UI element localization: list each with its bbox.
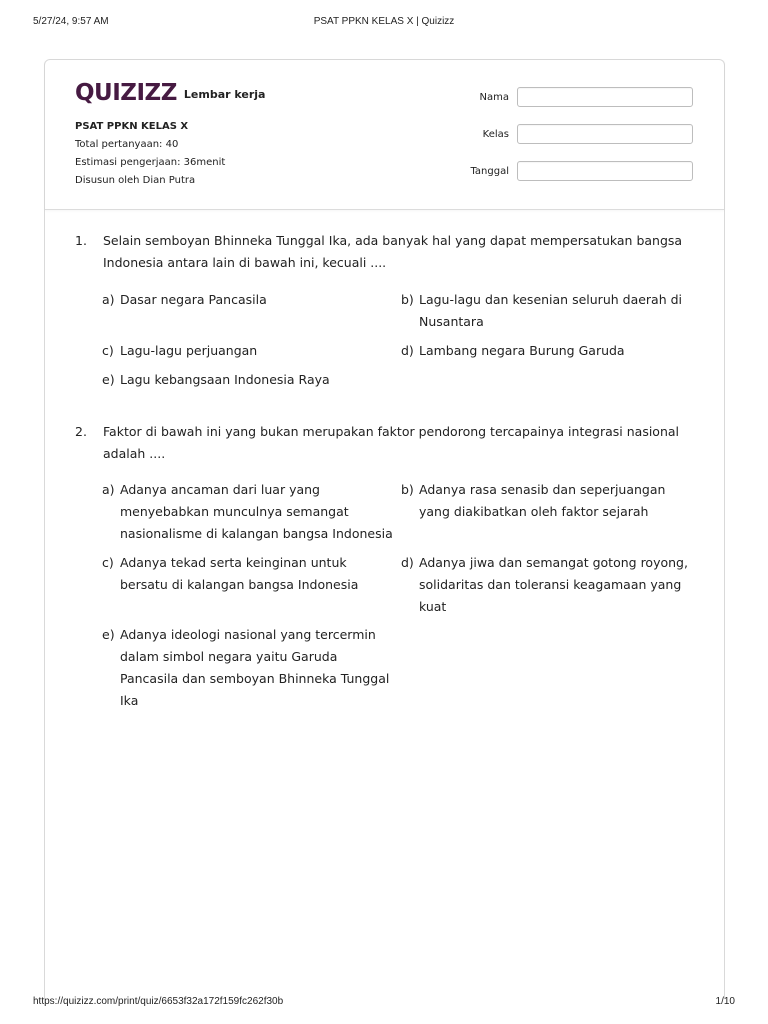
option-text: Adanya rasa senasib dan seperjuangan yang diakibatkan oleh faktor sejarah <box>419 482 666 519</box>
option-label: a) <box>102 482 115 497</box>
option-text: Adanya tekad serta keinginan untuk bersatu di kalangan bangsa Indonesia <box>120 555 359 592</box>
print-footer <box>0 996 768 1010</box>
print-datetime: 5/27/24, 9:57 AM <box>33 16 109 27</box>
date-label: Tanggal <box>470 165 509 177</box>
option-text: Lagu-lagu dan kesenian seluruh daerah di Nusantara <box>419 292 683 329</box>
name-field[interactable] <box>517 87 693 107</box>
quiz-total-questions: Total pertanyaan: 40 <box>75 139 179 150</box>
option-1b <box>401 289 691 333</box>
quizizz-logo <box>75 80 265 106</box>
option-label: e) <box>102 372 115 387</box>
option-1d <box>401 340 691 362</box>
option-label: b) <box>401 292 414 307</box>
option-text: Adanya jiwa dan semangat gotong royong, solidaritas dan toleransi keagamaan yang kuat <box>419 555 688 614</box>
print-url: https://quizizz.com/print/quiz/6653f32a172f159fc262f30b <box>33 996 284 1007</box>
quiz-info <box>75 118 225 190</box>
name-row <box>449 87 693 107</box>
print-tab-title: PSAT PPKN KELAS X | Quizizz <box>313 16 455 27</box>
option-label: c) <box>102 343 114 358</box>
option-label: b) <box>401 482 414 497</box>
option-text: Adanya ancaman dari luar yang menyebabkan munculnya semangat nasionalisme di kalangan bangsa Indonesia <box>120 482 393 541</box>
option-2c <box>102 552 394 596</box>
class-label: Kelas <box>482 128 509 140</box>
page-number: 1/10 <box>715 996 735 1007</box>
sheet-type-label: Lembar kerja <box>183 87 266 101</box>
option-text: Lagu kebangsaan Indonesia Raya <box>120 372 330 387</box>
print-header <box>0 16 768 30</box>
question-1 <box>75 230 700 274</box>
option-text: Lambang negara Burung Garuda <box>419 343 625 358</box>
option-1c <box>102 340 392 362</box>
option-label: d) <box>401 555 414 570</box>
option-2e <box>102 624 394 712</box>
option-2b <box>401 479 691 523</box>
option-label: d) <box>401 343 414 358</box>
quiz-author: Disusun oleh Dian Putra <box>75 175 196 186</box>
option-text: Lagu-lagu perjuangan <box>120 343 258 358</box>
option-label: c) <box>102 555 114 570</box>
quiz-title: PSAT PPKN KELAS X <box>75 121 189 132</box>
option-1a <box>102 289 392 311</box>
date-field[interactable] <box>517 161 693 181</box>
option-1e <box>102 369 392 391</box>
class-row <box>449 124 693 144</box>
name-label: Nama <box>479 91 509 103</box>
option-label: e) <box>102 627 115 642</box>
option-text: Dasar negara Pancasila <box>120 292 267 307</box>
option-text: Adanya ideologi nasional yang tercermin dalam simbol negara yaitu Garuda Pancasila dan semboyan Bhinneka Tunggal Ika <box>120 627 390 708</box>
worksheet <box>44 59 725 999</box>
class-field[interactable] <box>517 124 693 144</box>
question-text: Faktor di bawah ini yang bukan merupakan faktor pendorong tercapainya integrasi nasional adalah .... <box>103 424 680 461</box>
option-label: a) <box>102 292 115 307</box>
question-number: 1. <box>75 233 87 248</box>
date-row <box>449 161 693 181</box>
question-text: Selain semboyan Bhinneka Tunggal Ika, ada banyak hal yang dapat mempersatukan bangsa Indonesia antara lain di bawah ini, kecuali .... <box>103 233 683 270</box>
option-2a <box>102 479 394 545</box>
worksheet-header <box>45 60 724 210</box>
question-number: 2. <box>75 424 87 439</box>
question-2 <box>75 421 700 465</box>
quiz-estimate: Estimasi pengerjaan: 36menit <box>75 157 226 168</box>
option-2d <box>401 552 691 618</box>
logo-wordmark: QUIZIZZ <box>75 80 177 106</box>
